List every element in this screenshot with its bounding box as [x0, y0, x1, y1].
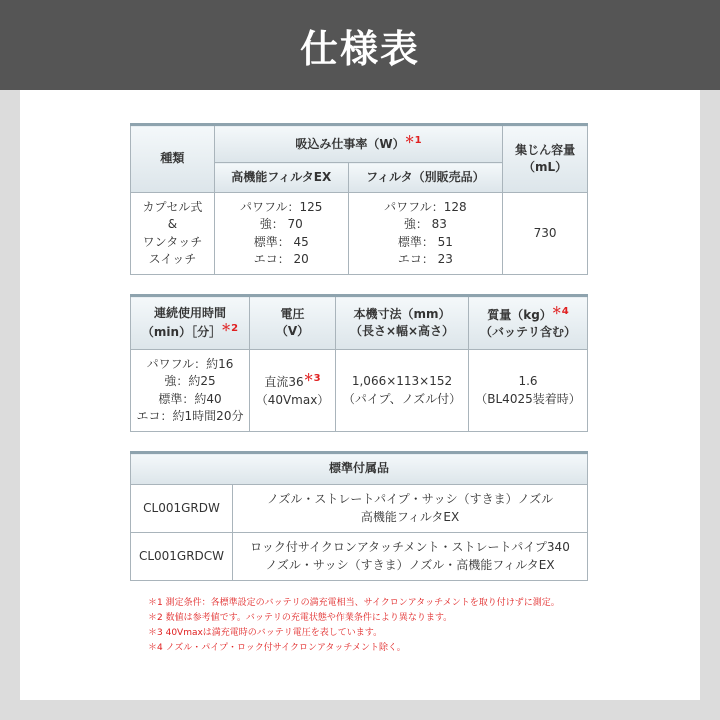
col-capacity-header: 集じん容量 （mL）: [503, 125, 588, 193]
accessory-items: ノズル・ストレートパイプ・サッシ（すきま）ノズル 高機能フィルタEX: [233, 485, 588, 533]
capacity-value: 730: [503, 193, 588, 275]
runtime-spec-table: [130, 294, 588, 432]
runtime-values: パワフル：約16 強：約25 標準：約40 エコ：約1時間20分: [131, 350, 250, 432]
sub-header-filter-sold: フィルタ（別販売品）: [348, 163, 503, 193]
col-type-header: 種類: [131, 125, 215, 193]
col-runtime-header: 連続使用時間 （min）［分］$^{*2}$: [131, 296, 250, 350]
hp-filter-values: パワフル：125 強： 70 標準： 45 エコ： 20: [214, 193, 348, 275]
mass-value: 1.6 （BL4025装着時）: [469, 350, 588, 432]
header-bar: [0, 0, 720, 90]
accessory-model: CL001GRDCW: [131, 533, 233, 581]
voltage-value: 直流$36^{*3}$ （40Vmax）: [250, 350, 336, 432]
col-suction-header: 吸込み仕事率$(W)^{*1}$: [214, 125, 502, 163]
dims-value: 1,066×113×152 （パイプ、ノズル付）: [336, 350, 469, 432]
type-cell: カプセル式 & ワンタッチ スイッチ: [131, 193, 215, 275]
footnote: ＊3 40Vmaxは満充電時のバッテリ電圧を表しています。: [148, 627, 383, 638]
footnote: ＊4 ノズル・パイプ・ロック付サイクロンアタッチメント除く。: [148, 642, 406, 653]
footnote: ＊2 数値は参考値です。バッテリの充電状態や作業条件により異なります。: [148, 612, 453, 623]
sold-filter-values: パワフル：128 強： 83 標準： 51 エコ： 23: [348, 193, 503, 275]
footnotes: [148, 596, 668, 655]
page-title: 仕様表: [299, 26, 420, 71]
sub-header-filter-hp: 高機能フィルタEX: [214, 163, 348, 193]
col-mass-header: 質量（kg）$^{*4}$ （バッテリ含む）: [469, 296, 588, 350]
accessory-model: CL001GRDW: [131, 485, 233, 533]
accessory-items: ロック付サイクロンアタッチメント・ストレートパイプ340 ノズル・サッシ（すきま）ノズル・高機能フィルタEX: [233, 533, 588, 581]
accessories-header: 標準付属品: [131, 453, 588, 485]
suction-spec-table: [130, 123, 588, 275]
col-voltage-header: 電圧 （V）: [250, 296, 336, 350]
footnote: ＊1 測定条件：各標準設定のバッテリの満充電相当、サイクロンアタッチメントを取り付けずに測定。: [148, 598, 560, 608]
col-dims-header: 本機寸法（mm） （長さ×幅×高さ）: [336, 296, 469, 350]
accessories-table: [130, 451, 588, 581]
